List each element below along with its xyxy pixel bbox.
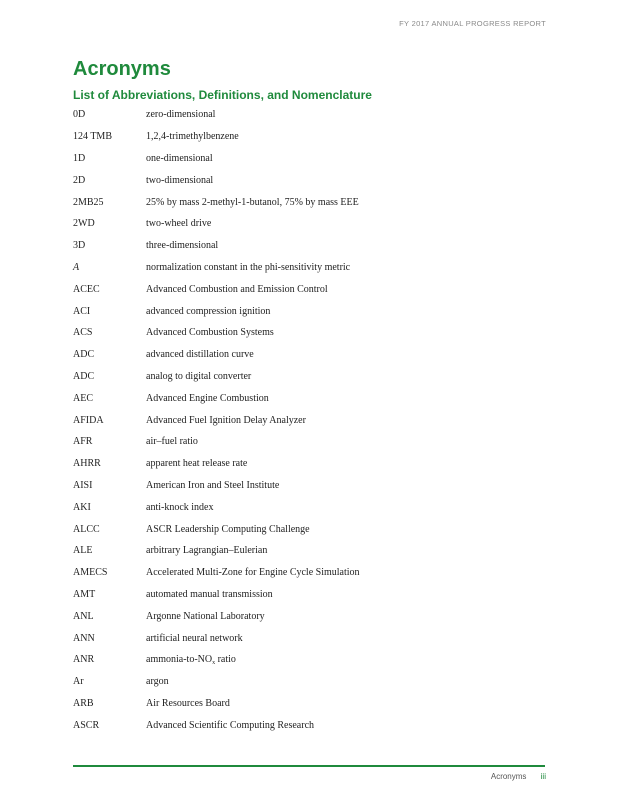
acronym-row [73, 671, 553, 693]
acronym-term: ACI [73, 305, 91, 317]
acronym-definition [146, 676, 553, 687]
definition-text: two-dimensional [146, 174, 214, 186]
definition-text: advanced distillation curve [146, 349, 254, 361]
definition-text: Advanced Fuel Ignition Delay Analyzer [146, 414, 306, 426]
definition-text-suffix: ratio [215, 653, 236, 665]
acronym-term: 2MB25 [73, 196, 104, 208]
acronym-term: 2WD [73, 218, 95, 230]
acronym-term: 124 TMB [73, 131, 112, 143]
acronym-definition [146, 502, 553, 513]
definition-text: normalization constant in the phi-sensitivity metric [146, 261, 351, 273]
definition-text: apparent heat release rate [146, 458, 248, 470]
acronym-term: ANN [73, 632, 95, 644]
acronym-definition [146, 458, 553, 469]
definition-text: Accelerated Multi-Zone for Engine Cycle Simulation [146, 567, 360, 579]
acronym-term: 2D [73, 174, 86, 186]
definition-text: Advanced Scientific Computing Research [146, 719, 315, 731]
acronym-definition [146, 393, 553, 404]
acronym-row [73, 322, 553, 344]
acronym-row [73, 540, 553, 562]
acronym-definition [146, 480, 553, 491]
definition-text: artificial neural network [146, 632, 243, 644]
definition-text: anti-knock index [146, 501, 214, 513]
definition-text: Argonne National Laboratory [146, 610, 265, 622]
acronym-definition [146, 611, 553, 622]
acronym-term: ACEC [73, 283, 100, 295]
acronym-row [73, 104, 553, 126]
acronym-row [73, 627, 553, 649]
footer-rule [73, 765, 545, 767]
acronym-definition [146, 197, 553, 208]
acronym-definition [146, 284, 553, 295]
section-subtitle: List of Abbreviations, Definitions, and Nomenclature [73, 88, 372, 102]
acronym-row [73, 605, 553, 627]
acronym-row [73, 714, 553, 736]
definition-text: Advanced Combustion and Emission Control [146, 283, 328, 295]
acronym-term: ANL [73, 610, 94, 622]
acronym-definition [146, 175, 553, 186]
acronym-definition [146, 349, 553, 360]
running-head: FY 2017 ANNUAL PROGRESS REPORT [399, 19, 546, 28]
acronym-row [73, 344, 553, 366]
acronym-row [73, 475, 553, 497]
definition-text: zero-dimensional [146, 109, 216, 121]
acronym-row [73, 562, 553, 584]
definition-text: Advanced Engine Combustion [146, 392, 269, 404]
acronym-term: AFR [73, 436, 93, 448]
acronym-row [73, 126, 553, 148]
acronym-row [73, 649, 553, 671]
acronym-term: AMECS [73, 567, 108, 579]
definition-text: Air Resources Board [146, 697, 230, 709]
acronym-definition [146, 524, 553, 535]
acronym-definition [146, 415, 553, 426]
definition-subscript: x [212, 659, 216, 666]
acronym-definition [146, 436, 553, 447]
definition-text: analog to digital converter [146, 370, 252, 382]
acronym-term: ALCC [73, 523, 100, 535]
acronym-term: 0D [73, 109, 86, 121]
acronym-definition [146, 567, 553, 578]
acronym-definition [146, 654, 553, 666]
definition-text: advanced compression ignition [146, 305, 271, 317]
acronym-row [73, 693, 553, 715]
acronym-row [73, 409, 553, 431]
acronym-row [73, 431, 553, 453]
acronym-definition [146, 109, 553, 120]
acronym-definition [146, 589, 553, 600]
acronym-definition [146, 698, 553, 709]
acronym-term: AISI [73, 479, 93, 491]
definition-text: Advanced Combustion Systems [146, 327, 274, 339]
acronym-term: ADC [73, 370, 95, 382]
definition-text: two-wheel drive [146, 218, 212, 230]
acronym-term: ARB [73, 697, 94, 709]
acronym-term: AHRR [73, 458, 101, 470]
acronym-definition [146, 218, 553, 229]
acronym-row [73, 257, 553, 279]
acronym-definition [146, 371, 553, 382]
acronym-term: ACS [73, 327, 93, 339]
acronym-row [73, 496, 553, 518]
acronym-definition [146, 262, 553, 273]
acronym-term: ADC [73, 349, 95, 361]
acronym-definition [146, 720, 553, 731]
acronym-term: AKI [73, 501, 91, 513]
acronym-row [73, 213, 553, 235]
acronym-definition [146, 131, 553, 142]
acronym-term: A [73, 261, 80, 273]
definition-text: 25% by mass 2-methyl-1-butanol, 75% by mass EEE [146, 196, 359, 208]
footer-section-label: Acronyms [490, 772, 527, 781]
acronym-term: AEC [73, 392, 93, 404]
acronym-list [73, 104, 553, 736]
acronym-row [73, 148, 553, 170]
definition-text: arbitrary Lagrangian–Eulerian [146, 545, 268, 557]
acronym-term: ANR [73, 654, 95, 666]
acronym-row [73, 300, 553, 322]
acronym-term: AMT [73, 588, 96, 600]
acronym-definition [146, 327, 553, 338]
definition-text: one-dimensional [146, 152, 213, 164]
acronym-definition [146, 545, 553, 556]
definition-text: air–fuel ratio [146, 436, 198, 448]
page-title: Acronyms [73, 58, 171, 80]
definition-text: automated manual transmission [146, 588, 273, 600]
acronym-row [73, 453, 553, 475]
acronym-row [73, 191, 553, 213]
acronym-definition [146, 240, 553, 251]
acronym-term: 1D [73, 152, 86, 164]
acronym-row [73, 518, 553, 540]
acronym-row [73, 278, 553, 300]
definition-text: argon [146, 676, 169, 688]
acronym-term: AFIDA [73, 414, 104, 426]
acronym-row [73, 387, 553, 409]
definition-text: ammonia-to-NO [146, 653, 213, 665]
acronym-row [73, 584, 553, 606]
acronym-term: ASCR [73, 719, 100, 731]
acronym-term: Ar [73, 676, 84, 688]
acronym-definition [146, 306, 553, 317]
acronym-row [73, 235, 553, 257]
page-number: iii [540, 772, 546, 781]
acronym-row [73, 366, 553, 388]
acronym-row [73, 169, 553, 191]
acronym-definition [146, 633, 553, 644]
definition-text: three-dimensional [146, 240, 219, 252]
acronym-term: ALE [73, 545, 93, 557]
definition-text: American Iron and Steel Institute [146, 479, 280, 491]
acronym-term: 3D [73, 240, 86, 252]
page-footer [491, 772, 546, 781]
definition-text: ASCR Leadership Computing Challenge [146, 523, 310, 535]
acronym-definition [146, 153, 553, 164]
definition-text: 1,2,4-trimethylbenzene [146, 131, 239, 143]
